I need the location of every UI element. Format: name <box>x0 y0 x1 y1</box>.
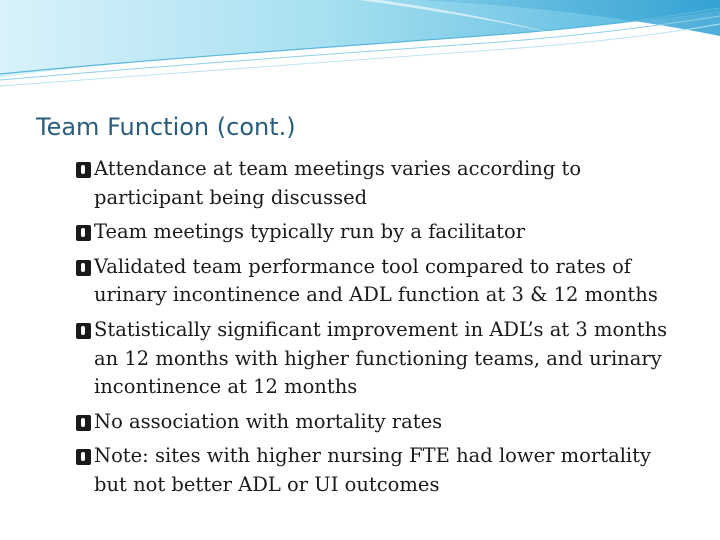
header-wave-decoration <box>0 0 720 95</box>
bullet-item <box>76 442 686 499</box>
bullet-item <box>76 316 686 402</box>
bullet-list <box>76 155 686 506</box>
bullet-glyph-icon <box>76 449 91 465</box>
bullet-glyph-icon <box>76 260 91 276</box>
bullet-text: Note: sites with higher nursing FTE had lower mortality but not better ADL or UI outcomes <box>94 444 652 496</box>
bullet-text: Validated team performance tool compared to rates of urinary incontinence and ADL function at 3 & 12 months <box>94 254 658 307</box>
bullet-text: Team meetings typically run by a facilitator <box>94 220 526 244</box>
slide-title: Team Function (cont.) <box>36 113 296 141</box>
bullet-glyph-icon <box>76 225 91 241</box>
bullet-glyph-icon <box>76 323 91 339</box>
bullet-text: Statistically significant improvement in ADL’s at 3 months an 12 months with higher functioning teams, and urinary incontinence at 12 months <box>94 317 668 399</box>
bullet-item <box>76 155 686 212</box>
bullet-glyph-icon <box>76 415 91 431</box>
bullet-item <box>76 218 686 247</box>
bullet-glyph-icon <box>76 162 91 178</box>
bullet-item <box>76 408 686 437</box>
bullet-item <box>76 253 686 310</box>
bullet-text: Attendance at team meetings varies according to participant being discussed <box>94 157 582 209</box>
bullet-text: No association with mortality rates <box>94 409 443 433</box>
